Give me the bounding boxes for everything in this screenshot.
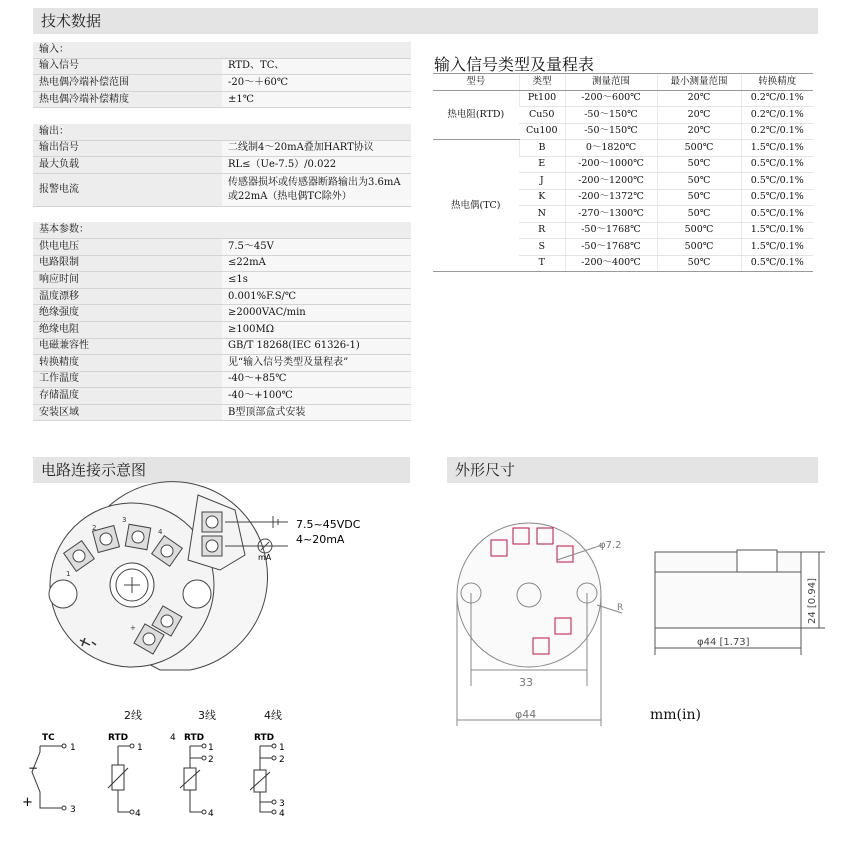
signal-cell: 50℃	[657, 206, 741, 223]
signal-cell: B	[519, 140, 565, 157]
tc-t1: 1	[70, 743, 76, 753]
spec-row	[33, 338, 411, 355]
spec-value: RL≤（Ue-7.5）/0.022	[222, 157, 411, 174]
signal-header-cell: 最小测量范围	[657, 74, 741, 91]
rtd2-t1: 1	[137, 743, 143, 753]
output-section	[33, 124, 411, 140]
spec-key: 绝缘强度	[33, 305, 222, 322]
signal-table	[433, 73, 813, 272]
spec-row	[33, 305, 411, 322]
signal-cell: -200～1200℃	[565, 173, 657, 190]
signal-cell: 20℃	[657, 123, 741, 140]
spec-key: 热电偶冷端补偿精度	[33, 91, 222, 108]
signal-cell: 0.5℃/0.1%	[741, 255, 813, 272]
signal-cell: Cu100	[519, 123, 565, 140]
signal-cell: -50～150℃	[565, 123, 657, 140]
spacer-row	[33, 206, 411, 222]
spec-row	[33, 140, 411, 157]
signal-header-cell: 测量范围	[565, 74, 657, 91]
input-section	[33, 42, 411, 58]
signal-cell: -200～400℃	[565, 255, 657, 272]
spec-key: 最大负载	[33, 157, 222, 174]
spec-value: ≤1s	[222, 272, 411, 289]
rtd3-t4: 4	[208, 809, 214, 819]
spec-table	[33, 42, 411, 421]
signal-cell: -200～1000℃	[565, 156, 657, 173]
supply-voltage: 7.5~45VDC	[296, 518, 361, 531]
signal-cell: 1.5℃/0.1%	[741, 222, 813, 239]
spec-value: 二线制4～20mA叠加HART协议	[222, 140, 411, 157]
wiring-rtd-2	[108, 744, 134, 814]
tc-label: TC	[42, 733, 55, 743]
section-label: 输出：	[33, 124, 411, 140]
signal-cell: 0～1820℃	[565, 140, 657, 157]
spec-key: 报警电流	[33, 173, 222, 206]
signal-cell: J	[519, 173, 565, 190]
spec-value: ≥100MΩ	[222, 321, 411, 338]
rtd4-t3: 3	[279, 799, 285, 809]
section-label: 输入：	[33, 42, 411, 58]
tech-data-header: 技术数据	[33, 8, 818, 34]
spec-row	[33, 388, 411, 405]
spec-row	[33, 288, 411, 305]
spec-key: 热电偶冷端补偿范围	[33, 75, 222, 92]
signal-cell: 500℃	[657, 222, 741, 239]
spec-value: -40～+85℃	[222, 371, 411, 388]
spec-row	[33, 91, 411, 108]
tc-t3: 3	[70, 805, 76, 815]
signal-cell: 20℃	[657, 107, 741, 124]
signal-cell: N	[519, 206, 565, 223]
signal-cell: 50℃	[657, 156, 741, 173]
rtd4-t4: 4	[279, 809, 285, 819]
signal-cell: 0.5℃/0.1%	[741, 156, 813, 173]
rtd3-t1: 1	[208, 743, 214, 753]
spec-value: GB/T 18268(IEC 61326-1)	[222, 338, 411, 355]
spec-key: 输出信号	[33, 140, 222, 157]
signal-header-cell: 转换精度	[741, 74, 813, 91]
signal-row	[433, 90, 813, 107]
supply-current: 4~20mA	[296, 533, 345, 546]
spec-row	[33, 58, 411, 75]
signal-cell: Pt100	[519, 90, 565, 107]
spec-key: 安装区域	[33, 404, 222, 421]
circuit-diagram	[22, 490, 430, 840]
wiring-rtd-3	[180, 744, 206, 814]
signal-cell: 0.5℃/0.1%	[741, 189, 813, 206]
rtd4-label: RTD	[254, 733, 275, 743]
spec-key: 响应时间	[33, 272, 222, 289]
spec-row	[33, 272, 411, 289]
unit-label: mm(in)	[650, 707, 701, 723]
signal-header-cell: 型号	[433, 74, 519, 91]
signal-cell: -50～1768℃	[565, 222, 657, 239]
spec-row-alarm	[33, 173, 411, 206]
wiring-label-4: 4线	[264, 709, 282, 722]
signal-cell: -50～150℃	[565, 107, 657, 124]
power-terminal-block	[188, 495, 288, 570]
signal-cell: T	[519, 255, 565, 272]
spec-row	[33, 157, 411, 174]
spec-row	[33, 371, 411, 388]
wiring-label-2: 2线	[124, 709, 142, 722]
spec-value: 0.001%F.S/℃	[222, 288, 411, 305]
signal-cell: 50℃	[657, 255, 741, 272]
signal-cell: 0.5℃/0.1%	[741, 173, 813, 190]
basic-section	[33, 222, 411, 238]
signal-cell: -270～1300℃	[565, 206, 657, 223]
signal-cell: S	[519, 239, 565, 256]
spec-value: -20～＋60℃	[222, 75, 411, 92]
signal-cell: R	[519, 222, 565, 239]
rtd3-four: 4	[170, 733, 176, 743]
dim-width: φ44 [1.73]	[697, 637, 750, 648]
signal-cell: -50～1768℃	[565, 239, 657, 256]
dimensions-header: 外形尺寸	[447, 457, 818, 483]
spec-key: 温度漂移	[33, 288, 222, 305]
spec-key: 工作温度	[33, 371, 222, 388]
svg-text:3: 3	[122, 516, 127, 524]
spec-key: 转换精度	[33, 355, 222, 372]
signal-header-cell: 类型	[519, 74, 565, 91]
signal-cell: E	[519, 156, 565, 173]
spec-value: RTD、TC、	[222, 58, 411, 75]
dim-phi72: φ7.2	[599, 540, 622, 551]
svg-text:1: 1	[66, 570, 71, 578]
tc-plus: +	[22, 795, 33, 810]
svg-text:+: +	[130, 624, 136, 632]
signal-cell: 20℃	[657, 90, 741, 107]
signal-cell: K	[519, 189, 565, 206]
rtd4-t1: 1	[279, 743, 285, 753]
spec-row	[33, 238, 411, 255]
spec-value: B型顶部盒式安装	[222, 404, 411, 421]
signal-cell: 0.5℃/0.1%	[741, 206, 813, 223]
spec-value: ≤22mA	[222, 255, 411, 272]
dim-33: 33	[519, 676, 533, 689]
dim-height: 24 [0.94]	[807, 578, 818, 624]
spec-value: 传感器损坏或传感器断路输出为3.6mA 或22mA（热电偶TC除外）	[222, 173, 411, 206]
tc-minus: −	[28, 761, 39, 775]
signal-cell: 0.2℃/0.1%	[741, 123, 813, 140]
signal-cell: 1.5℃/0.1%	[741, 140, 813, 157]
svg-text:4: 4	[158, 528, 163, 536]
spacer-row	[33, 108, 411, 124]
signal-model: 热电阻(RTD)	[433, 90, 519, 140]
signal-cell: 50℃	[657, 189, 741, 206]
rtd3-label: RTD	[184, 733, 205, 743]
rtd4-t2: 2	[279, 755, 285, 765]
wiring-tc	[32, 744, 66, 810]
dim-r: R	[617, 603, 624, 613]
signal-cell: -200～1372℃	[565, 189, 657, 206]
spec-row	[33, 355, 411, 372]
spec-value: 7.5～45V	[222, 238, 411, 255]
circuit-header: 电路连接示意图	[33, 457, 410, 483]
signal-cell: 0.2℃/0.1%	[741, 107, 813, 124]
spec-key: 供电电压	[33, 238, 222, 255]
signal-table-title: 输入信号类型及量程表	[434, 55, 595, 74]
signal-cell: Cu50	[519, 107, 565, 124]
wiring-rtd-4	[250, 744, 276, 814]
spec-row	[33, 404, 411, 421]
spec-key: 电路限制	[33, 255, 222, 272]
spec-row	[33, 255, 411, 272]
spec-value: ±1℃	[222, 91, 411, 108]
spec-row	[33, 75, 411, 92]
wiring-label-3: 3线	[198, 709, 216, 722]
dim-phi44: φ44	[515, 708, 537, 721]
spec-value: ≥2000VAC/min	[222, 305, 411, 322]
signal-cell: -200～600℃	[565, 90, 657, 107]
signal-model: 热电偶(TC)	[433, 140, 519, 272]
spec-row	[33, 321, 411, 338]
signal-cell: 500℃	[657, 239, 741, 256]
meter-label: mA	[258, 553, 272, 562]
rtd2-t4: 4	[135, 809, 141, 819]
signal-cell: 50℃	[657, 173, 741, 190]
spec-key: 电磁兼容性	[33, 338, 222, 355]
dimension-drawing	[447, 490, 827, 730]
spec-key: 绝缘电阻	[33, 321, 222, 338]
signal-cell: 0.2℃/0.1%	[741, 90, 813, 107]
spec-value: 见“输入信号类型及量程表”	[222, 355, 411, 372]
signal-cell: 1.5℃/0.1%	[741, 239, 813, 256]
signal-row	[433, 140, 813, 157]
spec-key: 存储温度	[33, 388, 222, 405]
spec-key: 输入信号	[33, 58, 222, 75]
spec-value: -40～+100℃	[222, 388, 411, 405]
rtd2-label: RTD	[108, 733, 129, 743]
svg-text:2: 2	[92, 524, 97, 532]
signal-cell: 500℃	[657, 140, 741, 157]
rtd3-t2: 2	[208, 755, 214, 765]
section-label: 基本参数：	[33, 222, 411, 238]
top-view	[457, 523, 622, 726]
